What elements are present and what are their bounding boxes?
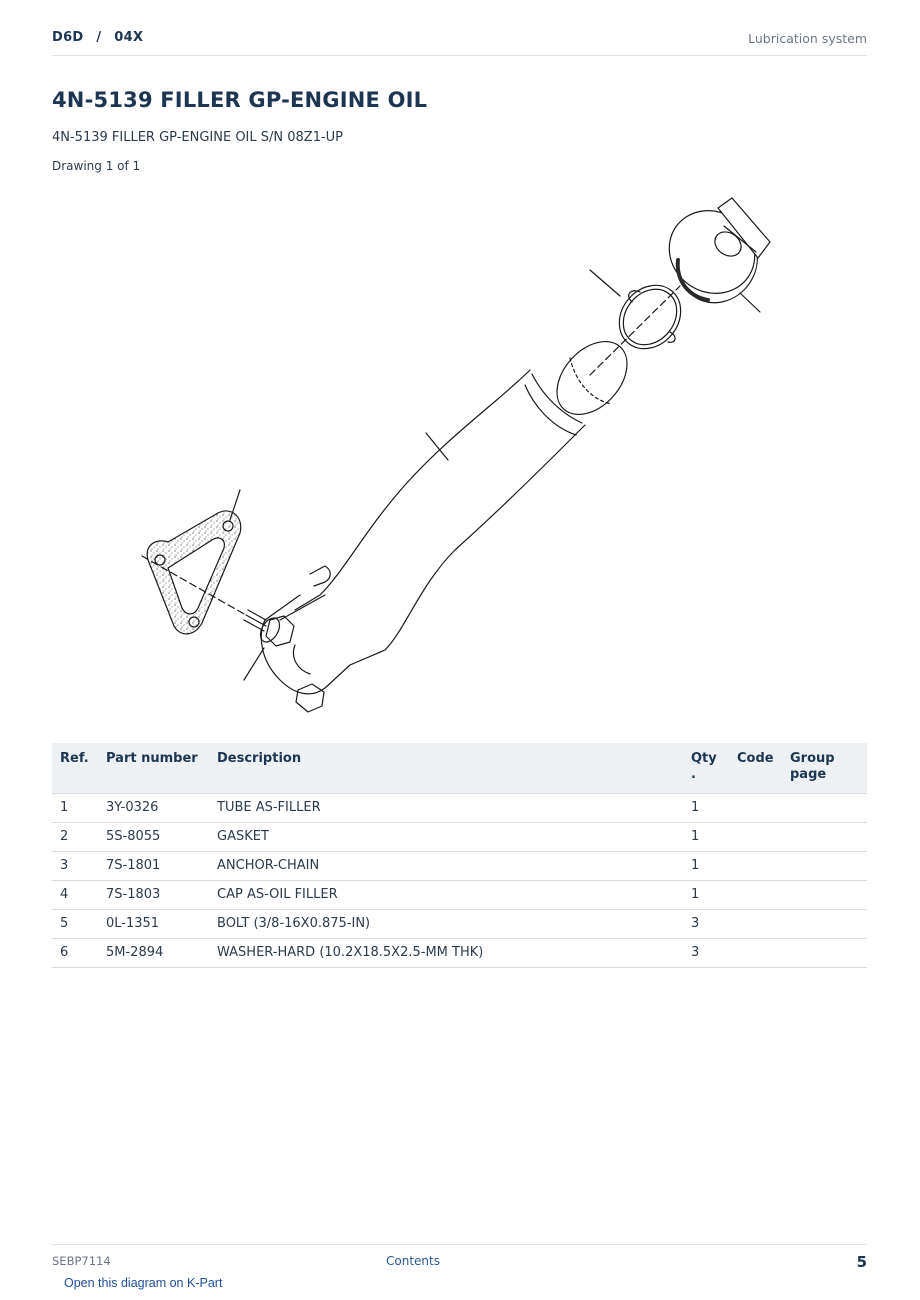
cell-code: [729, 794, 782, 823]
parts-table: [52, 743, 867, 968]
cell-group-page: [782, 910, 867, 939]
table-row: [52, 794, 867, 823]
cell-qty: 1: [683, 794, 729, 823]
cell-description: TUBE AS-FILLER: [209, 794, 683, 823]
cell-ref: 5: [52, 910, 98, 939]
table-row: [52, 881, 867, 910]
section-label: Lubrication system: [748, 31, 867, 46]
cell-description: ANCHOR-CHAIN: [209, 852, 683, 881]
cell-code: [729, 881, 782, 910]
cell-group-page: [782, 794, 867, 823]
table-row: [52, 823, 867, 852]
table-row: [52, 852, 867, 881]
filler-tube: [261, 328, 641, 694]
cell-code: [729, 939, 782, 968]
cell-code: [729, 910, 782, 939]
page-number: 5: [856, 1253, 867, 1271]
cell-ref: 4: [52, 881, 98, 910]
parts-diagram: [120, 190, 800, 720]
cell-part-number: 0L-1351: [98, 910, 209, 939]
cell-qty: 1: [683, 881, 729, 910]
open-kpart-link[interactable]: Open this diagram on K-Part: [64, 1276, 223, 1290]
cell-group-page: [782, 823, 867, 852]
breadcrumb-separator: /: [96, 30, 102, 45]
page-header: [52, 28, 867, 56]
col-header-ref: Ref.: [52, 743, 98, 794]
page-title: 4N-5139 FILLER GP-ENGINE OIL: [52, 88, 428, 112]
cell-group-page: [782, 939, 867, 968]
col-header-code: Code: [729, 743, 782, 794]
col-header-qty: Qty .: [683, 743, 729, 794]
cell-part-number: 5S-8055: [98, 823, 209, 852]
cell-qty: 3: [683, 910, 729, 939]
cell-description: BOLT (3/8-16X0.875-IN): [209, 910, 683, 939]
col-header-description: Description: [209, 743, 683, 794]
drawing-count: Drawing 1 of 1: [52, 159, 141, 173]
table-header-row: [52, 743, 867, 794]
model-label: D6D: [52, 30, 84, 45]
oil-filler-cap: [653, 194, 773, 318]
gasket: [147, 511, 241, 634]
cell-ref: 3: [52, 852, 98, 881]
cell-qty: 1: [683, 852, 729, 881]
col-header-group-page: Group page: [782, 743, 867, 794]
page-subtitle: 4N-5139 FILLER GP-ENGINE OIL S/N 08Z1-UP: [52, 130, 344, 145]
leader-lines: [142, 270, 760, 680]
breadcrumb: [52, 30, 143, 45]
cell-code: [729, 852, 782, 881]
cell-description: CAP AS-OIL FILLER: [209, 881, 683, 910]
cell-code: [729, 823, 782, 852]
cell-description: WASHER-HARD (10.2X18.5X2.5-MM THK): [209, 939, 683, 968]
cell-qty: 3: [683, 939, 729, 968]
cell-description: GASKET: [209, 823, 683, 852]
cell-qty: 1: [683, 823, 729, 852]
page-footer: [52, 1244, 867, 1275]
document-number: SEBP7114: [52, 1254, 111, 1268]
table-row: [52, 910, 867, 939]
cell-group-page: [782, 852, 867, 881]
cell-ref: 6: [52, 939, 98, 968]
cell-part-number: 7S-1801: [98, 852, 209, 881]
group-code-label: 04X: [114, 30, 144, 45]
cell-part-number: 7S-1803: [98, 881, 209, 910]
cell-ref: 2: [52, 823, 98, 852]
col-header-part-number: Part number: [98, 743, 209, 794]
cell-part-number: 3Y-0326: [98, 794, 209, 823]
bolt-washer: [244, 566, 330, 712]
cell-group-page: [782, 881, 867, 910]
cell-ref: 1: [52, 794, 98, 823]
contents-link[interactable]: Contents: [386, 1254, 440, 1268]
table-row: [52, 939, 867, 968]
cell-part-number: 5M-2894: [98, 939, 209, 968]
